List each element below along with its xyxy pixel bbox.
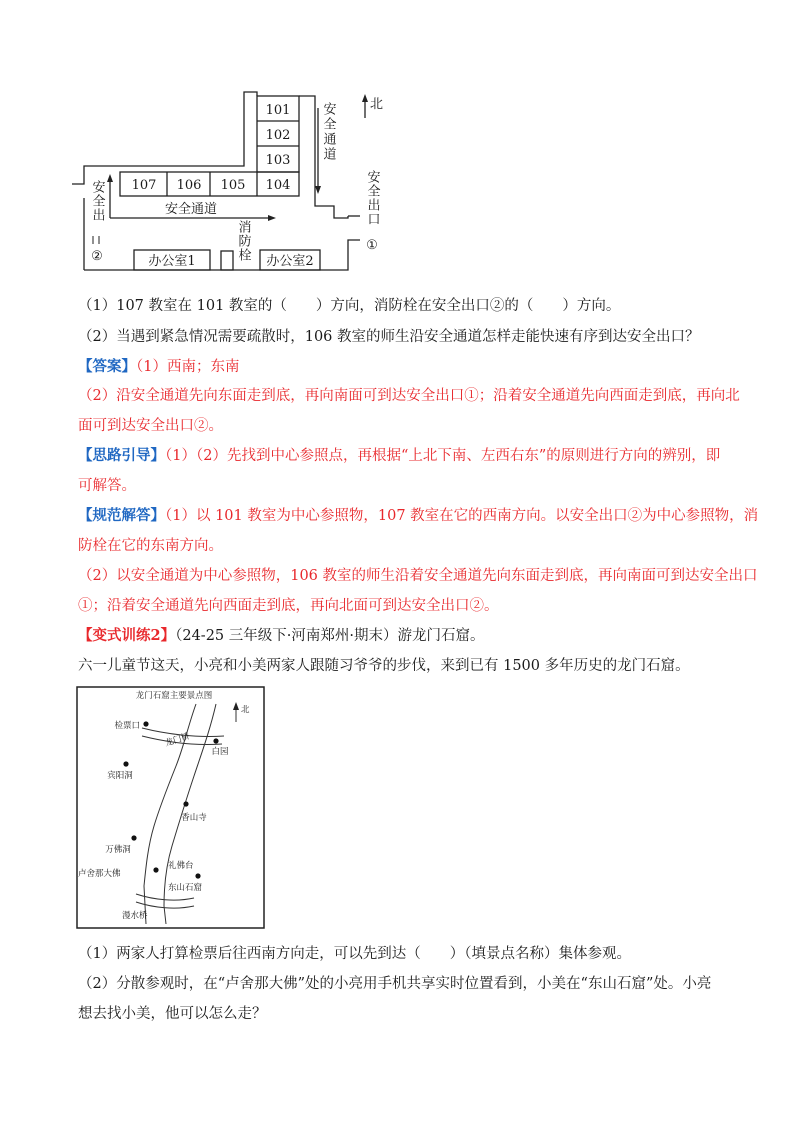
room-107: 107	[131, 178, 157, 193]
place-longmen-bridge: 龙门桥	[163, 731, 192, 749]
variant-heading	[78, 626, 484, 646]
place-lifo-platform: 礼佛台	[168, 861, 194, 871]
place-xiangshan-temple: 香山寺	[181, 813, 207, 823]
exit-2-number: ②	[91, 249, 103, 264]
corridor-vertical-label: 安全通道	[320, 102, 336, 162]
guide-line-1	[78, 446, 720, 466]
variant-intro: 六一儿童节这天，小亮和小美两家人跟随习爷爷的步伐，来到已有 1500 多年历史的龙门石窟。	[78, 658, 690, 674]
variant-question-2-line-2: 想去找小美，他可以怎么走？	[78, 1006, 267, 1022]
place-wanfo-cave: 万佛洞	[105, 845, 131, 855]
solution-line-4: ①；沿着安全通道先向西面走到底，再向北面可到达安全出口②。	[78, 598, 499, 614]
question-2: （2）当遇到紧急情况需要疏散时，106 教室的师生沿安全通道怎样走能快速有序到达安全出口？	[78, 329, 700, 345]
place-lushena-buddha: 卢舍那大佛	[78, 869, 121, 879]
hydrant-label: 消防栓	[235, 220, 251, 262]
solution-line-3: （2）以安全通道为中心参照物，106 教室的师生沿着安全通道先向东面走到底，再向南面可到达安全出口	[78, 568, 758, 584]
room-105: 105	[220, 178, 246, 193]
answer-text-1: （1）西南；东南	[136, 359, 240, 375]
place-binyang-cave: 宾阳洞	[107, 771, 133, 781]
answer-line-1	[78, 357, 239, 377]
variant-tag: 【变式训练2】	[78, 627, 176, 644]
variant-question-1: （1）两家人打算检票后往西南方向走，可以先到达（ ）（填景点名称）集体参观。	[78, 946, 631, 962]
guide-tag: 【思路引导】	[78, 447, 165, 464]
guide-text-1: （1）（2）先找到中心参照点，再根据“上北下南、左西右东”的原则进行方向的辨别，即	[165, 448, 721, 464]
solution-line-1	[78, 506, 758, 526]
exit-1-label: 安全出口	[364, 170, 380, 226]
variant-source: （24-25 三年级下·河南郑州·期末）游龙门石窟。	[175, 628, 485, 644]
room-106: 106	[176, 178, 202, 193]
place-manshui-bridge: 漫水桥	[122, 911, 148, 921]
room-104: 104	[265, 178, 291, 193]
corridor-horizontal-label: 安全通道	[164, 202, 218, 217]
exit-2-label: 安全出	[89, 180, 105, 222]
answer-line-2: （2）沿安全通道先向东面走到底，再向南面可到达安全出口①；沿着安全通道先向西面走到底，再向北	[78, 388, 740, 404]
north-label: 北	[370, 97, 384, 112]
office-1: 办公室1	[148, 254, 196, 269]
longmen-map	[76, 686, 266, 930]
question-1: （1）107 教室在 101 教室的（ ）方向，消防栓在安全出口②的（ ）方向。	[78, 298, 621, 314]
place-baiyuan: 白园	[211, 747, 229, 757]
place-dongshan-grottoes: 东山石窟	[168, 883, 203, 893]
place-ticket-gate: 检票口	[114, 721, 140, 731]
room-103: 103	[265, 153, 291, 168]
solution-line-2: 防栓在它的东南方向。	[78, 538, 223, 554]
floor-plan-diagram	[60, 88, 400, 278]
office-2: 办公室2	[266, 254, 314, 269]
room-101: 101	[265, 103, 291, 118]
map-north: 北	[241, 705, 250, 715]
room-102: 102	[265, 128, 291, 143]
answer-line-3: 面可到达安全出口②。	[78, 418, 223, 434]
solution-tag: 【规范解答】	[78, 507, 165, 524]
answer-tag: 【答案】	[78, 358, 136, 375]
map-title: 龙门石窟主要景点图	[135, 691, 213, 701]
exit-1-number: ①	[366, 238, 378, 253]
variant-question-2-line-1: （2）分散参观时，在“卢舍那大佛”处的小亮用手机共享实时位置看到，小美在“东山石窟”处。小亮	[78, 976, 712, 992]
guide-line-2: 可解答。	[78, 478, 136, 494]
solution-text-1: （1）以 101 教室为中心参照物，107 教室在它的西南方向。以安全出口②为中心参照物，消	[165, 508, 759, 524]
